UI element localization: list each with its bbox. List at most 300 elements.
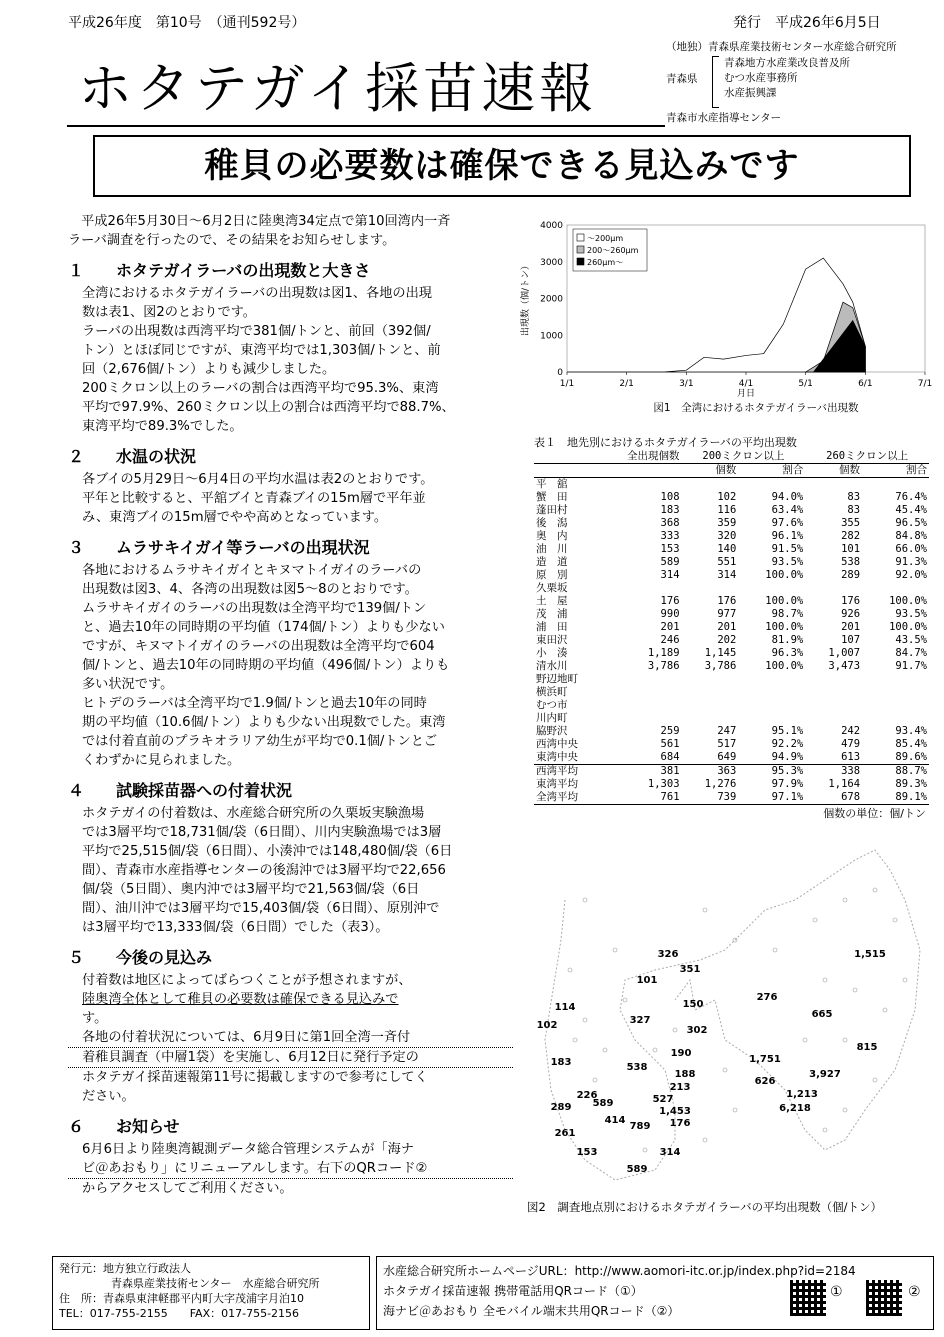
survey-point: [893, 918, 897, 922]
table-cell: 381: [660, 765, 680, 777]
table-cell: 清水川: [536, 660, 568, 672]
section-line: 平均で25,515個/袋（6日間）、小湊沖では148,480個/袋（6日: [82, 844, 453, 859]
survey-point: [593, 1078, 597, 1082]
th: 全出現個数: [600, 450, 681, 464]
section-line: み、東湾ブイの15m層でやや高めとなっています。: [82, 510, 388, 525]
table-row: [534, 660, 929, 673]
survey-point: [703, 908, 707, 912]
table-cell: [600, 699, 681, 712]
station-value-label: 327: [629, 1015, 651, 1026]
table-cell: [862, 673, 929, 686]
y-tick-label: 2000: [540, 294, 563, 305]
table-cell: 613: [805, 751, 862, 765]
tel: TEL：017-755-2155: [59, 1307, 168, 1320]
th: [534, 450, 600, 464]
section: [68, 258, 513, 436]
table-cell: [600, 686, 681, 699]
chart-title: 図1 全湾におけるホタテガイラーバ出現数: [653, 402, 859, 414]
table-cell: 蓬田村: [536, 504, 568, 516]
section-line: 着稚貝調査（中層1袋）を実施し、6月12日に発行予定の: [68, 1048, 513, 1068]
qr-code-2[interactable]: [866, 1280, 902, 1316]
section: [68, 1114, 513, 1198]
section-line: 東湾平均で89.3%でした。: [82, 419, 243, 434]
station-value-label: 190: [670, 1048, 692, 1059]
table-cell: 739: [682, 791, 739, 805]
table-cell: 116: [717, 504, 737, 516]
qr2-line: 海ナビ＠あおもり 全モバイル端末共用QRコード（②）: [383, 1304, 680, 1318]
station-value-label: 414: [604, 1115, 626, 1126]
table-cell: 3,786: [704, 660, 737, 672]
y-tick-label: 1000: [540, 331, 563, 342]
y-tick-label: 3000: [540, 257, 563, 268]
org-pref: 青森県: [666, 73, 698, 85]
table-cell: 247: [717, 725, 737, 737]
x-axis-label: 月日: [736, 389, 756, 399]
table-cell: [682, 699, 739, 712]
section-line: 間）、油川沖では3層平均で15,403個/袋（6日間）、原別沖で: [82, 901, 440, 916]
table-cell: 89.6%: [862, 751, 929, 765]
section-line: 多い状況です。: [82, 677, 174, 692]
table-cell: 363: [717, 765, 737, 777]
table-cell: 100.0%: [765, 621, 804, 633]
qr2-mark: ②: [908, 1284, 921, 1300]
table-cell: 45.4%: [895, 504, 927, 516]
table-cell: 91.3%: [895, 556, 927, 568]
legend-label: ～200μm: [587, 234, 624, 243]
section-line: ラーバの出現数は西湾平均で381個/トンと、前回（392個/: [82, 324, 431, 339]
table-cell: 油 川: [536, 543, 568, 555]
table-cell: 1,007: [828, 647, 861, 659]
table-row: [534, 699, 929, 712]
org-sub-1: 青森地方水産業改良普及所: [724, 57, 850, 69]
table-cell: 97.1%: [738, 791, 805, 805]
table-row: [534, 765, 929, 779]
y-tick-label: 0: [557, 368, 563, 378]
coastline: [545, 850, 920, 1180]
section-title: ５ 今後の見込み: [68, 948, 213, 967]
station-value-label: 815: [856, 1042, 878, 1053]
table-cell: むつ市: [536, 699, 568, 711]
table-cell: [805, 478, 862, 492]
table-cell: 96.5%: [895, 517, 927, 529]
survey-point: [803, 1038, 807, 1042]
section-line: 付着数は地区によってばらつくことが予想されますが、: [82, 973, 412, 988]
section-title: ２ 水温の状況: [68, 447, 197, 466]
intro-line: 平成26年5月30日～6月2日に陸奥湾34定点で第10回湾内一斉: [68, 214, 451, 229]
table-row: [534, 751, 929, 765]
table-cell: 368: [660, 517, 680, 529]
x-tick-label: 2/1: [619, 379, 634, 389]
section-line: と、過去10年の同時期の平均値（174個/トン）よりも少ない: [82, 620, 445, 635]
table-row: [534, 738, 929, 751]
table-row: [534, 569, 929, 582]
survey-point: [613, 948, 617, 952]
table-cell: [682, 478, 739, 492]
table-cell: 川内町: [536, 712, 568, 724]
section-line: 200ミクロン以上のラーバの割合は西湾平均で95.3%、東湾: [82, 381, 439, 396]
table-cell: 201: [841, 621, 861, 633]
qr-code-1[interactable]: [790, 1280, 826, 1316]
table-cell: [805, 673, 862, 686]
table-cell: [862, 582, 929, 595]
table-row: [534, 778, 929, 791]
org-sub-2: むつ水産事務所: [724, 72, 798, 84]
org-bracket: [712, 56, 719, 108]
table-cell: 92.0%: [895, 569, 927, 581]
survey-point: [568, 968, 572, 972]
table-cell: [738, 478, 805, 492]
y-tick-label: 4000: [540, 221, 563, 231]
article-body: [68, 212, 513, 1198]
masthead-title: ホタテガイ採苗速報: [78, 57, 598, 120]
intro-line: ラーバ調査を行ったので、その結果をお知らせします。: [68, 233, 396, 248]
survey-point: [623, 998, 627, 1002]
table-row: [534, 686, 929, 699]
survey-point: [643, 1148, 647, 1152]
section-line: 陸奥湾全体として稚貝の必要数は確保できる見込みで: [82, 992, 399, 1007]
section-line: 数は表1、図2のとおりです。: [82, 305, 256, 320]
table-cell: 85.4%: [895, 738, 927, 750]
table-cell: 153: [660, 543, 680, 555]
station-value-label: 789: [629, 1121, 651, 1132]
th: 260ミクロン以上: [805, 450, 929, 464]
table-cell: 造 道: [536, 556, 568, 568]
legend-swatch: [577, 246, 584, 253]
section-line: 各ブイの5月29日～6月4日の平均水温は表2のとおりです。: [82, 472, 434, 487]
section-line: 期の平均値（10.6個/トン）よりも少ない出現数でした。東湾: [82, 715, 446, 730]
station-value-label: 351: [679, 964, 701, 975]
table-cell: [805, 582, 862, 595]
station-value-label: 261: [554, 1128, 576, 1139]
table-cell: 320: [717, 530, 737, 542]
table-cell: 282: [841, 530, 861, 542]
station-value-label: 289: [550, 1102, 572, 1113]
table-cell: 66.0%: [895, 543, 927, 555]
publisher: 地方独立行政法人: [103, 1262, 191, 1275]
figure1-chart: [520, 215, 940, 415]
section-line: ホタテガイの付着数は、水産総合研究所の久栗坂実験漁場: [82, 806, 425, 821]
survey-point: [823, 978, 827, 982]
section-line: 各地の付着状況については、6月9日に第1回全湾一斉付: [68, 1028, 513, 1048]
table-cell: [682, 712, 739, 725]
issue-date: 発行 平成26年6月5日: [733, 15, 881, 31]
section-title: ６ お知らせ: [68, 1117, 180, 1136]
fax: FAX：017-755-2156: [189, 1307, 300, 1320]
table-cell: 561: [660, 738, 680, 750]
station-value-label: 589: [592, 1098, 614, 1109]
table-cell: 土 屋: [536, 595, 568, 607]
th: 割合: [862, 464, 929, 478]
survey-point: [583, 1018, 587, 1022]
survey-point: [653, 1048, 657, 1052]
table-cell: [600, 673, 681, 686]
table-cell: [805, 699, 862, 712]
station-value-label: 226: [576, 1090, 598, 1101]
table-cell: 小 湊: [536, 647, 568, 659]
table-row: [534, 791, 929, 805]
survey-point: [873, 1078, 877, 1082]
table-cell: 678: [805, 791, 862, 805]
qr1-mark: ①: [830, 1284, 843, 1300]
table-cell: 茂 浦: [536, 608, 568, 620]
section-line: 各地におけるムラサキイガイとキヌマトイガイのラーバの: [82, 563, 422, 578]
survey-point: [723, 1068, 727, 1072]
table-cell: [738, 712, 805, 725]
table-row: [534, 556, 929, 569]
legend-swatch: [577, 234, 584, 241]
table-cell: 95.1%: [771, 725, 804, 737]
table-cell: 183: [660, 504, 680, 516]
table-cell: [862, 712, 929, 725]
table-cell: 91.5%: [771, 543, 804, 555]
table-cell: 3,786: [647, 660, 680, 672]
survey-point: [873, 888, 877, 892]
table-cell: [862, 478, 929, 492]
table-cell: 176: [717, 595, 737, 607]
table-cell: [862, 699, 929, 712]
station-value-label: 1,453: [659, 1106, 691, 1117]
section-line: 平均で97.9%、260ミクロン以上の割合は西湾平均で88.7%、: [82, 400, 455, 415]
station-value-label: 276: [756, 992, 778, 1003]
table-cell: 649: [682, 751, 739, 765]
station-value-label: 326: [657, 949, 679, 960]
station-value-label: 153: [576, 1147, 598, 1158]
station-value-label: 213: [669, 1082, 691, 1093]
survey-point: [583, 898, 587, 902]
table-cell: 176: [841, 595, 861, 607]
table-cell: 246: [660, 634, 680, 646]
table-cell: [738, 686, 805, 699]
section-line: ですが、キヌマトイガイのラーバの出現数は全湾平均で604: [82, 639, 435, 654]
station-value-label: 665: [811, 1009, 833, 1020]
table-cell: 338: [841, 765, 861, 777]
table-cell: 96.1%: [771, 530, 804, 542]
station-value-label: 188: [674, 1069, 696, 1080]
org-main: （地独）青森県産業技術センター水産総合研究所: [666, 41, 897, 53]
table-cell: 東湾中央: [534, 751, 600, 765]
station-value-label: 1,515: [854, 949, 886, 960]
table-cell: [682, 673, 739, 686]
section-line: トン）とほぼ同じですが、東湾平均では1,303個/トンと、前: [82, 343, 441, 358]
table-cell: [738, 699, 805, 712]
table-cell: 東田沢: [536, 634, 568, 646]
table-cell: 100.0%: [765, 569, 804, 581]
survey-point: [733, 1108, 737, 1112]
survey-point: [573, 1038, 577, 1042]
x-tick-label: 1/1: [559, 379, 575, 389]
station-value-label: 302: [686, 1025, 708, 1036]
table-cell: 95.3%: [771, 765, 804, 777]
footer-web-box: [376, 1256, 934, 1330]
table-cell: 333: [660, 530, 680, 542]
table-cell: 359: [717, 517, 737, 529]
section-line: は3層平均で13,333個/袋（6日間）でした（表3）。: [82, 920, 389, 935]
table-cell: 100.0%: [765, 660, 804, 672]
section-line: からアクセスしてご利用ください。: [82, 1181, 293, 1196]
table-cell: 横浜町: [536, 686, 568, 698]
section-line: 個/袋（5日間）、奥内沖では3層平均で21,563個/袋（6日: [82, 882, 420, 897]
station-value-label: 589: [626, 1164, 648, 1175]
table-cell: 1,164: [828, 778, 861, 790]
table1: [534, 434, 934, 821]
x-tick-label: 3/1: [679, 379, 694, 389]
table-cell: 93.5%: [895, 608, 927, 620]
publisher2: 青森県産業技術センター 水産総合研究所: [111, 1277, 320, 1290]
footer-publisher-box: [52, 1256, 370, 1330]
table-cell: 761: [600, 791, 681, 805]
table-cell: [600, 582, 681, 595]
table-cell: 89.1%: [862, 791, 929, 805]
legend-label: 260μm～: [587, 258, 624, 267]
table1-caption: 表１ 地先別におけるホタテガイラーバの平均出現数: [534, 436, 797, 449]
station-value-label: 3,927: [809, 1069, 841, 1080]
table-cell: 94.9%: [738, 751, 805, 765]
table-cell: 3,473: [828, 660, 861, 672]
legend-label: 200～260μm: [587, 246, 639, 255]
table-cell: 92.2%: [771, 738, 804, 750]
table-row: [534, 608, 929, 621]
table-row: [534, 621, 929, 634]
table-cell: [600, 712, 681, 725]
station-value-label: 102: [536, 1020, 558, 1031]
table-cell: 176: [660, 595, 680, 607]
survey-point: [883, 1008, 887, 1012]
x-tick-label: 4/1: [738, 379, 754, 389]
table-cell: 84.8%: [895, 530, 927, 542]
table-cell: 479: [841, 738, 861, 750]
section-line: ヒトデのラーバは全湾平均で1.9個/トンと過去10年の同時: [82, 696, 427, 711]
section: [68, 945, 513, 1106]
table-row: [534, 478, 929, 492]
table-cell: 100.0%: [889, 621, 927, 633]
table-cell: 浦 田: [536, 621, 568, 633]
table-row: [534, 725, 929, 738]
org-sub-list: [724, 56, 850, 101]
table-cell: 98.7%: [771, 608, 804, 620]
table-cell: 原 別: [536, 569, 568, 581]
table-cell: [738, 582, 805, 595]
y-axis-label: 出現数（個/トン）: [521, 260, 531, 337]
table1-unit: 個数の単位：個/トン: [823, 807, 926, 820]
table-cell: 202: [717, 634, 737, 646]
x-tick-label: 7/1: [917, 379, 933, 389]
publisher-label: 発行元：: [59, 1262, 103, 1275]
table-cell: 63.4%: [771, 504, 804, 516]
table-cell: [600, 478, 681, 492]
section-line: では付着直前のプラキオラリア幼生が平均で0.1個/トンとご: [82, 734, 438, 749]
table-cell: 538: [841, 556, 861, 568]
table-cell: 977: [717, 608, 737, 620]
section-title: １ ホタテガイラーバの出現数と大きさ: [68, 261, 371, 280]
section-line: す。: [82, 1011, 108, 1026]
table-cell: 589: [660, 556, 680, 568]
table-cell: 1,189: [647, 647, 680, 659]
org-city: 青森市水産指導センター: [666, 112, 782, 124]
table-cell: 脇野沢: [536, 725, 568, 737]
table-cell: 990: [660, 608, 680, 620]
survey-point: [853, 988, 857, 992]
table-cell: 奥 内: [536, 530, 568, 542]
station-value-label: 114: [554, 1002, 576, 1013]
table-cell: 355: [841, 517, 861, 529]
station-value-label: 150: [682, 999, 704, 1010]
table-cell: 81.9%: [771, 634, 804, 646]
table-cell: [738, 673, 805, 686]
table-cell: 926: [841, 608, 861, 620]
survey-point: [603, 1048, 607, 1052]
survey-point: [823, 1128, 827, 1132]
table-cell: 101: [841, 543, 861, 555]
table-cell: 東湾平均: [536, 778, 578, 790]
table-cell: 242: [841, 725, 861, 737]
table-cell: 100.0%: [889, 595, 927, 607]
table-cell: 83: [847, 504, 861, 516]
table-cell: 1,303: [647, 778, 680, 790]
figure2-map: [525, 840, 935, 1195]
org-sub-3: 水産振興課: [724, 87, 777, 99]
table-cell: 259: [660, 725, 680, 737]
section-line: ホタテガイ採苗速報第11号に掲載しますので参考にしてく: [82, 1070, 428, 1085]
survey-point: [703, 1138, 707, 1142]
table-cell: 201: [660, 621, 680, 633]
table-row: [534, 530, 929, 543]
table-cell: 289: [841, 569, 861, 581]
table-cell: [805, 712, 862, 725]
table-row: [534, 634, 929, 647]
table-cell: 108: [660, 491, 680, 503]
section-line: ムラサキイガイのラーバの出現数は全湾平均で139個/トン: [82, 601, 427, 616]
table-cell: 91.7%: [895, 660, 927, 672]
table-cell: 102: [717, 491, 737, 503]
table-cell: [682, 686, 739, 699]
table-row: [534, 517, 929, 530]
section-line: 全湾におけるホタテガイラーバの出現数は図1、各地の出現: [82, 286, 432, 301]
station-value-label: 626: [754, 1076, 776, 1087]
section-line: 6月6日より陸奥湾観測データ総合管理システムが「海ナ: [82, 1142, 414, 1157]
url-line[interactable]: 水産総合研究所ホームページURL：http://www.aomori-itc.or.jp/index.php?id=2184: [383, 1264, 856, 1278]
table-cell: 1,276: [704, 778, 737, 790]
section-line: 出現数は図3、4、各湾の出現数は図5～8のとおりです。: [82, 582, 418, 597]
table-cell: 107: [841, 634, 861, 646]
survey-point: [903, 978, 907, 982]
th: 個数: [805, 464, 862, 478]
table-cell: 西湾中央: [536, 738, 578, 750]
table1-grid: [534, 450, 929, 805]
section-line: 平年と比較すると、平舘ブイと青森ブイの15m層で平年並: [82, 491, 426, 506]
table-cell: 551: [717, 556, 737, 568]
address: 住 所：青森県東津軽郡平内町大字茂浦字月泊10: [59, 1292, 304, 1305]
station-value-label: 527: [652, 1094, 674, 1105]
table-cell: [862, 686, 929, 699]
survey-point: [773, 948, 777, 952]
table-cell: 314: [660, 569, 680, 581]
table-cell: 1,145: [704, 647, 737, 659]
section-line: では3層平均で18,731個/袋（6日間）、川内実験漁場では3層: [82, 825, 442, 840]
table-row: [534, 504, 929, 517]
table-cell: 蟹 田: [536, 491, 568, 503]
section: [68, 778, 513, 937]
table-cell: 140: [717, 543, 737, 555]
survey-point: [813, 918, 817, 922]
qr1-line: ホタテガイ採苗速報 携帯電話用QRコード（①）: [383, 1284, 643, 1298]
station-value-label: 6,218: [779, 1103, 811, 1114]
station-value-label: 1,751: [749, 1054, 781, 1065]
section: [68, 444, 513, 527]
station-value-label: 101: [636, 975, 658, 986]
table-row: [534, 595, 929, 608]
table-cell: 76.4%: [895, 491, 927, 503]
series-area: [567, 258, 865, 372]
